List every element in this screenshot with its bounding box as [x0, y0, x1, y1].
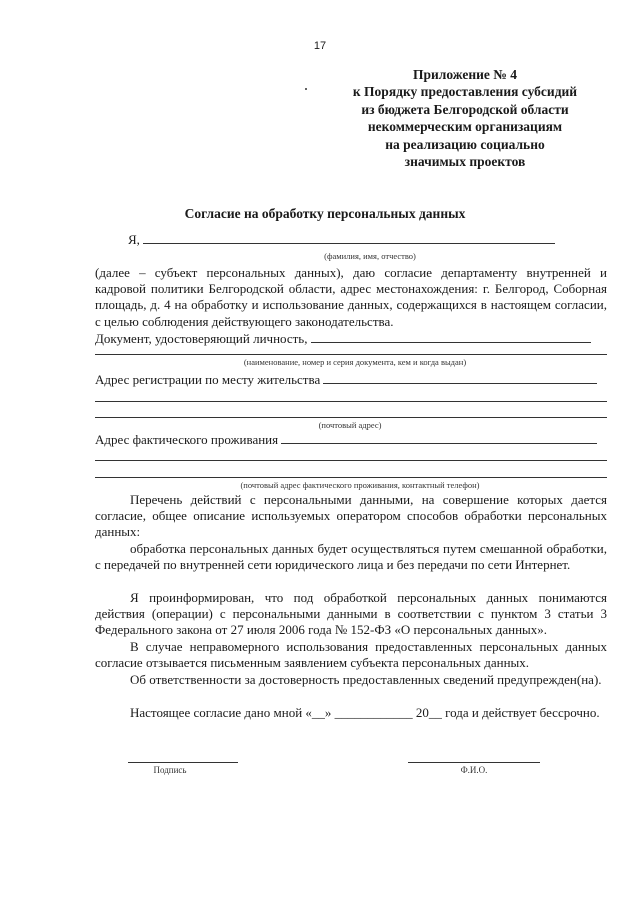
appendix-line: значимых проектов [404, 154, 526, 170]
fio-row [128, 232, 555, 248]
registration-field[interactable] [323, 372, 597, 384]
actual-address-row [95, 432, 597, 448]
document-field[interactable] [311, 331, 591, 343]
registration-field-line-3[interactable] [95, 417, 607, 418]
fio-signature-line[interactable] [408, 762, 540, 763]
responsibility-paragraph: Об ответственности за достоверность предоставленных сведений предупрежден(на). [130, 672, 602, 687]
page-number: 17 [313, 40, 327, 52]
appendix-header [300, 66, 630, 170]
signature-line[interactable] [128, 762, 238, 763]
i-label: Я, [128, 232, 140, 247]
registration-row [95, 372, 597, 388]
appendix-line: к Порядку предоставления субсидий [352, 84, 578, 100]
appendix-line: Приложение № 4 [413, 67, 517, 82]
processing-paragraph: обработка персональных данных будет осуществляться путем смешанной обработки, с передачей по внутренней сети юридического лица и без передачи по сети Интернет. [95, 541, 607, 573]
actual-address-field-line-2[interactable] [95, 460, 607, 461]
actual-address-label: Адрес фактического проживания [95, 432, 279, 447]
registration-label: Адрес регистрации по месту жительства [95, 372, 321, 387]
actual-address-caption: (почтовый адрес фактического проживания, контактный телефон) [240, 480, 480, 490]
appendix-line: некоммерческим организациям [367, 119, 563, 135]
revocation-paragraph: В случае неправомерного использования предоставленных персональных данных согласие отзывается письменным заявлением субъекта персональных данных. [95, 639, 607, 671]
document-label: Документ, удостоверяющий личность, [95, 331, 308, 346]
intro-paragraph: (далее – субъект персональных данных), даю согласие департаменту внутренней и кадровой политики Белгородской области, адрес местонахождения: г. Белгород, Соборная площадь, д. 4 на обработку и использование данных, содержащихся в настоящем согласии, с целью соблюдения действующего законодательства. [95, 265, 607, 329]
registration-field-line-2[interactable] [95, 401, 607, 402]
document-row [95, 331, 591, 347]
appendix-line: на реализацию социально [385, 136, 545, 152]
actual-address-field[interactable] [281, 432, 597, 444]
registration-caption: (почтовый адрес) [318, 420, 382, 430]
actions-list-paragraph: Перечень действий с персональными данными, на совершение которых дается согласие, общее описание используемых оператором способов обработки персональных данных: [95, 492, 607, 540]
document-caption: (наименование, номер и серия документа, кем и когда выдан) [243, 357, 467, 367]
fio-field[interactable] [143, 232, 555, 244]
appendix-line: из бюджета Белгородской области [361, 101, 569, 117]
fio-caption: (фамилия, имя, отчество) [324, 251, 416, 261]
document-title: Согласие на обработку персональных данных [184, 206, 466, 221]
signature-caption: Подпись [153, 765, 187, 775]
validity-paragraph: Настоящее согласие дано мной «__» ____________ 20__ года и действует бессрочно. [130, 705, 600, 720]
informed-paragraph: Я проинформирован, что под обработкой персональных данных понимаются действия (операции) с персональными данными в соответствии с пунктом 3 статьи 3 Федерального закона от 27 июля 2006 года № 152-ФЗ «О персональных данных». [95, 590, 607, 638]
fio-signature-caption: Ф.И.О. [460, 765, 488, 775]
document-field-line-2[interactable] [95, 354, 607, 355]
actual-address-field-line-3[interactable] [95, 477, 607, 478]
